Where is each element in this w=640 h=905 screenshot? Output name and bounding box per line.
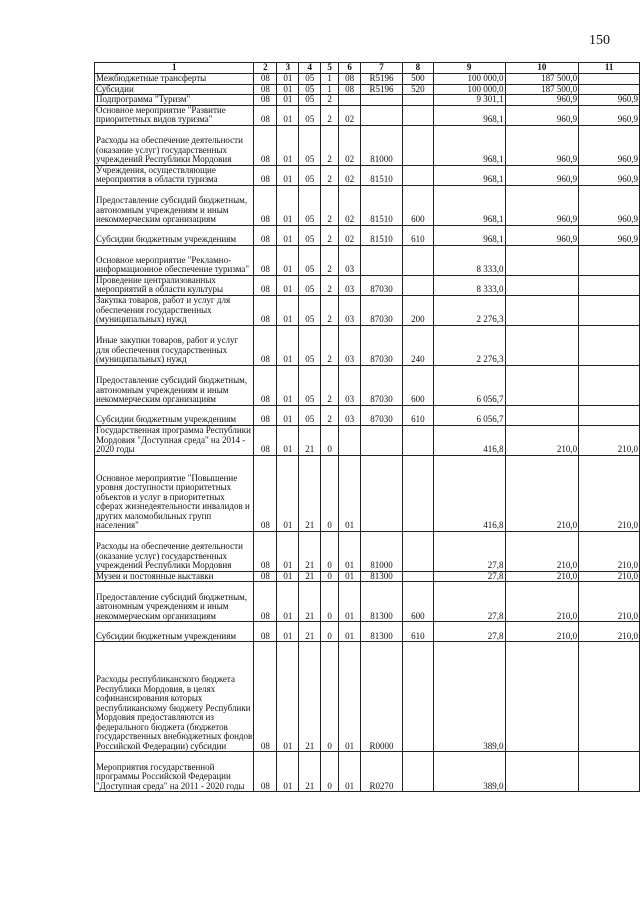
column-header: 6 xyxy=(339,63,361,74)
table-row xyxy=(95,752,640,792)
code-cell: 01 xyxy=(277,455,299,531)
code-cell: 08 xyxy=(254,245,277,275)
code-cell: 87030 xyxy=(361,365,403,405)
row-name-cell: Расходы республиканского бюджета Республики Мордовия, в целях софинансирования которых республиканскому бюджету Республики Мордовия предоставляются из федерального бюджета (бюджетов государственных внебюджетных фондов Российской Федерации) субсидии xyxy=(95,642,254,752)
row-name-cell: Государственная программа Республики Мордовия "Доступная среда" на 2014 - 2020 годы xyxy=(95,425,254,455)
column-header: 1 xyxy=(95,63,254,74)
code-cell xyxy=(402,642,433,752)
amount-cell: 389,0 xyxy=(433,642,505,752)
code-cell: 02 xyxy=(339,225,361,245)
code-cell: 0 xyxy=(321,622,339,642)
code-cell: 03 xyxy=(339,275,361,295)
code-cell: 01 xyxy=(277,105,299,125)
table-row xyxy=(95,642,640,752)
code-cell: 01 xyxy=(339,642,361,752)
amount-cell: 187 500,0 xyxy=(505,74,579,85)
table-row xyxy=(95,325,640,365)
code-cell: 08 xyxy=(254,105,277,125)
code-cell: 05 xyxy=(299,84,321,95)
amount-cell xyxy=(579,365,640,405)
code-cell xyxy=(361,105,403,125)
code-cell: 03 xyxy=(339,325,361,365)
code-cell: 01 xyxy=(277,84,299,95)
amount-cell: 960,9 xyxy=(505,125,579,165)
amount-cell: 968,1 xyxy=(433,165,505,185)
code-cell: 2 xyxy=(321,185,339,225)
code-cell xyxy=(361,425,403,455)
code-cell: 0 xyxy=(321,425,339,455)
code-cell: 08 xyxy=(254,582,277,622)
amount-cell: 960,9 xyxy=(505,225,579,245)
amount-cell xyxy=(505,365,579,405)
table-row xyxy=(95,225,640,245)
code-cell: 02 xyxy=(339,125,361,165)
code-cell: 05 xyxy=(299,325,321,365)
code-cell: 600 xyxy=(402,582,433,622)
code-cell: 08 xyxy=(254,185,277,225)
table-row xyxy=(95,571,640,582)
code-cell: 21 xyxy=(299,425,321,455)
code-cell: 01 xyxy=(277,365,299,405)
code-cell: 2 xyxy=(321,405,339,425)
row-name-cell: Иные закупки товаров, работ и услуг для обеспечения государственных (муниципальных) нужд xyxy=(95,325,254,365)
code-cell: 81510 xyxy=(361,225,403,245)
code-cell: 01 xyxy=(339,455,361,531)
code-cell: 08 xyxy=(254,405,277,425)
code-cell: 0 xyxy=(321,531,339,571)
column-header: 5 xyxy=(321,63,339,74)
code-cell xyxy=(402,245,433,275)
table-row xyxy=(95,74,640,85)
code-cell xyxy=(339,95,361,106)
amount-cell xyxy=(579,74,640,85)
code-cell: 01 xyxy=(277,165,299,185)
code-cell: 08 xyxy=(254,622,277,642)
code-cell: 81510 xyxy=(361,165,403,185)
amount-cell: 210,0 xyxy=(505,622,579,642)
code-cell: 81300 xyxy=(361,622,403,642)
code-cell: 81300 xyxy=(361,582,403,622)
amount-cell: 416,8 xyxy=(433,455,505,531)
amount-cell xyxy=(505,245,579,275)
amount-cell: 960,9 xyxy=(505,165,579,185)
code-cell: 21 xyxy=(299,455,321,531)
code-cell: 08 xyxy=(254,365,277,405)
code-cell: 600 xyxy=(402,185,433,225)
amount-cell: 960,9 xyxy=(505,185,579,225)
code-cell: 01 xyxy=(277,405,299,425)
amount-cell: 960,9 xyxy=(505,105,579,125)
code-cell: 03 xyxy=(339,245,361,275)
code-cell: 08 xyxy=(254,275,277,295)
code-cell: 81300 xyxy=(361,571,403,582)
amount-cell xyxy=(579,325,640,365)
row-name-cell: Основное мероприятие "Повышение уровня доступности приоритетных объектов и услуг в приоритетных сферах жизнедеятельности инвалидов и других маломобильных групп населения" xyxy=(95,455,254,531)
row-name-cell: Расходы на обеспечение деятельности (оказание услуг) государственных учреждений Республики Мордовия xyxy=(95,125,254,165)
amount-cell: 416,8 xyxy=(433,425,505,455)
code-cell xyxy=(402,425,433,455)
amount-cell: 6 056,7 xyxy=(433,405,505,425)
code-cell: 08 xyxy=(254,455,277,531)
column-header: 4 xyxy=(299,63,321,74)
amount-cell: 2 276,3 xyxy=(433,295,505,325)
amount-cell: 210,0 xyxy=(505,425,579,455)
code-cell xyxy=(402,531,433,571)
amount-cell xyxy=(579,84,640,95)
code-cell: 03 xyxy=(339,365,361,405)
amount-cell: 210,0 xyxy=(579,531,640,571)
amount-cell: 960,9 xyxy=(505,95,579,106)
code-cell: 01 xyxy=(277,275,299,295)
code-cell: 520 xyxy=(402,84,433,95)
table-row xyxy=(95,531,640,571)
code-cell: 2 xyxy=(321,365,339,405)
code-cell: 81000 xyxy=(361,125,403,165)
column-header: 3 xyxy=(277,63,299,74)
column-header: 9 xyxy=(433,63,505,74)
code-cell: 0 xyxy=(321,571,339,582)
code-cell: 2 xyxy=(321,95,339,106)
row-name-cell: Расходы на обеспечение деятельности (оказание услуг) государственных учреждений Республики Мордовия xyxy=(95,531,254,571)
code-cell: 87030 xyxy=(361,405,403,425)
code-cell: 08 xyxy=(254,165,277,185)
code-cell: 01 xyxy=(339,622,361,642)
code-cell: 01 xyxy=(277,622,299,642)
code-cell: 08 xyxy=(339,84,361,95)
amount-cell: 968,1 xyxy=(433,185,505,225)
code-cell: R0270 xyxy=(361,752,403,792)
code-cell: 01 xyxy=(277,295,299,325)
amount-cell: 9 301,1 xyxy=(433,95,505,106)
code-cell: 01 xyxy=(277,642,299,752)
column-header: 10 xyxy=(505,63,579,74)
amount-cell: 210,0 xyxy=(579,455,640,531)
code-cell: 610 xyxy=(402,225,433,245)
code-cell: 05 xyxy=(299,95,321,106)
amount-cell: 389,0 xyxy=(433,752,505,792)
amount-cell: 210,0 xyxy=(505,531,579,571)
code-cell: 01 xyxy=(277,325,299,365)
row-name-cell: Межбюджетные трансферты xyxy=(95,74,254,85)
table-body xyxy=(95,74,640,792)
code-cell: 2 xyxy=(321,225,339,245)
row-name-cell: Учреждения, осуществляющие мероприятия в области туризма xyxy=(95,165,254,185)
page-number: 150 xyxy=(589,33,610,48)
code-cell: 21 xyxy=(299,752,321,792)
row-name-cell: Подпрограмма "Туризм" xyxy=(95,95,254,106)
amount-cell xyxy=(579,642,640,752)
table-row xyxy=(95,295,640,325)
code-cell: 05 xyxy=(299,225,321,245)
code-cell: 0 xyxy=(321,752,339,792)
row-name-cell: Музеи и постоянные выставки xyxy=(95,571,254,582)
table-row xyxy=(95,405,640,425)
code-cell: 01 xyxy=(277,74,299,85)
row-name-cell: Предоставление субсидий бюджетным, автономным учреждениям и иным некоммерческим организациям xyxy=(95,582,254,622)
column-header: 7 xyxy=(361,63,403,74)
code-cell: 87030 xyxy=(361,325,403,365)
code-cell: 2 xyxy=(321,295,339,325)
code-cell: R5196 xyxy=(361,84,403,95)
table-row xyxy=(95,425,640,455)
code-cell: 01 xyxy=(277,185,299,225)
table-row xyxy=(95,95,640,106)
row-name-cell: Закупка товаров, работ и услуг для обеспечения государственных (муниципальных) нужд xyxy=(95,295,254,325)
row-name-cell: Основное мероприятие "Рекламно-информационное обеспечение туризма" xyxy=(95,245,254,275)
code-cell: 01 xyxy=(339,582,361,622)
amount-cell: 960,9 xyxy=(579,165,640,185)
code-cell: 08 xyxy=(254,95,277,106)
row-name-cell: Субсидии бюджетным учреждениям xyxy=(95,225,254,245)
code-cell: 01 xyxy=(277,95,299,106)
row-name-cell: Мероприятия государственной программы Российской Федерации "Доступная среда" на 2011 - 2020 годы xyxy=(95,752,254,792)
amount-cell: 187 500,0 xyxy=(505,84,579,95)
code-cell: 21 xyxy=(299,622,321,642)
code-cell: 0 xyxy=(321,642,339,752)
amount-cell xyxy=(579,295,640,325)
code-cell: 08 xyxy=(254,125,277,165)
column-header: 11 xyxy=(579,63,640,74)
amount-cell: 968,1 xyxy=(433,225,505,245)
code-cell: R5196 xyxy=(361,74,403,85)
code-cell: R0000 xyxy=(361,642,403,752)
amount-cell: 27,8 xyxy=(433,582,505,622)
code-cell xyxy=(361,455,403,531)
code-cell: 08 xyxy=(254,84,277,95)
table-header-row xyxy=(95,63,640,74)
code-cell: 2 xyxy=(321,325,339,365)
code-cell: 610 xyxy=(402,405,433,425)
table-row xyxy=(95,275,640,295)
code-cell: 05 xyxy=(299,365,321,405)
code-cell: 05 xyxy=(299,405,321,425)
code-cell: 08 xyxy=(254,225,277,245)
table-row xyxy=(95,125,640,165)
amount-cell: 210,0 xyxy=(579,571,640,582)
code-cell: 01 xyxy=(277,245,299,275)
amount-cell: 960,9 xyxy=(579,185,640,225)
code-cell: 21 xyxy=(299,642,321,752)
amount-cell: 210,0 xyxy=(505,582,579,622)
amount-cell: 968,1 xyxy=(433,105,505,125)
code-cell: 02 xyxy=(339,185,361,225)
row-name-cell: Предоставление субсидий бюджетным, автономным учреждениям и иным некоммерческим организациям xyxy=(95,185,254,225)
code-cell: 08 xyxy=(254,425,277,455)
table-row xyxy=(95,582,640,622)
code-cell: 05 xyxy=(299,245,321,275)
amount-cell: 210,0 xyxy=(505,571,579,582)
code-cell: 1 xyxy=(321,74,339,85)
code-cell: 2 xyxy=(321,105,339,125)
code-cell xyxy=(402,275,433,295)
code-cell xyxy=(339,425,361,455)
amount-cell xyxy=(579,275,640,295)
row-name-cell: Проведение централизованных мероприятий в области культуры xyxy=(95,275,254,295)
code-cell: 05 xyxy=(299,275,321,295)
code-cell: 01 xyxy=(339,531,361,571)
amount-cell: 210,0 xyxy=(579,425,640,455)
code-cell: 02 xyxy=(339,165,361,185)
code-cell: 01 xyxy=(339,752,361,792)
column-header: 2 xyxy=(254,63,277,74)
code-cell xyxy=(402,571,433,582)
code-cell: 01 xyxy=(339,571,361,582)
amount-cell xyxy=(579,405,640,425)
code-cell: 08 xyxy=(339,74,361,85)
code-cell: 500 xyxy=(402,74,433,85)
amount-cell: 100 000,0 xyxy=(433,74,505,85)
code-cell xyxy=(361,95,403,106)
code-cell: 81510 xyxy=(361,185,403,225)
code-cell: 03 xyxy=(339,405,361,425)
amount-cell: 960,9 xyxy=(579,95,640,106)
code-cell: 05 xyxy=(299,74,321,85)
code-cell: 08 xyxy=(254,295,277,325)
table-row xyxy=(95,455,640,531)
budget-table xyxy=(94,62,640,792)
code-cell: 2 xyxy=(321,245,339,275)
code-cell xyxy=(402,105,433,125)
code-cell: 05 xyxy=(299,185,321,225)
table-row xyxy=(95,622,640,642)
code-cell: 610 xyxy=(402,622,433,642)
code-cell: 01 xyxy=(277,571,299,582)
code-cell: 240 xyxy=(402,325,433,365)
table-row xyxy=(95,245,640,275)
code-cell: 1 xyxy=(321,84,339,95)
amount-cell: 27,8 xyxy=(433,622,505,642)
amount-cell: 6 056,7 xyxy=(433,365,505,405)
table-row xyxy=(95,185,640,225)
table-row xyxy=(95,105,640,125)
code-cell: 01 xyxy=(277,752,299,792)
row-name-cell: Субсидии xyxy=(95,84,254,95)
code-cell: 08 xyxy=(254,752,277,792)
code-cell: 03 xyxy=(339,295,361,325)
amount-cell: 100 000,0 xyxy=(433,84,505,95)
code-cell xyxy=(361,245,403,275)
code-cell: 21 xyxy=(299,531,321,571)
code-cell xyxy=(402,95,433,106)
table-row xyxy=(95,165,640,185)
amount-cell xyxy=(505,405,579,425)
amount-cell: 960,9 xyxy=(579,225,640,245)
code-cell xyxy=(402,455,433,531)
code-cell: 05 xyxy=(299,125,321,165)
code-cell: 05 xyxy=(299,295,321,325)
amount-cell: 960,9 xyxy=(579,125,640,165)
amount-cell: 960,9 xyxy=(579,105,640,125)
amount-cell xyxy=(505,295,579,325)
amount-cell: 27,8 xyxy=(433,571,505,582)
code-cell: 21 xyxy=(299,571,321,582)
amount-cell: 2 276,3 xyxy=(433,325,505,365)
code-cell: 600 xyxy=(402,365,433,405)
amount-cell: 8 333,0 xyxy=(433,275,505,295)
code-cell: 2 xyxy=(321,125,339,165)
code-cell: 21 xyxy=(299,582,321,622)
code-cell: 87030 xyxy=(361,295,403,325)
code-cell: 0 xyxy=(321,455,339,531)
amount-cell: 8 333,0 xyxy=(433,245,505,275)
amount-cell: 968,1 xyxy=(433,125,505,165)
code-cell: 01 xyxy=(277,125,299,165)
amount-cell xyxy=(505,642,579,752)
amount-cell xyxy=(579,752,640,792)
code-cell: 08 xyxy=(254,642,277,752)
code-cell: 01 xyxy=(277,425,299,455)
code-cell: 0 xyxy=(321,582,339,622)
code-cell: 87030 xyxy=(361,275,403,295)
amount-cell: 27,8 xyxy=(433,531,505,571)
amount-cell xyxy=(579,245,640,275)
row-name-cell: Субсидии бюджетным учреждениям xyxy=(95,405,254,425)
code-cell xyxy=(402,752,433,792)
code-cell: 200 xyxy=(402,295,433,325)
code-cell xyxy=(402,165,433,185)
table-row xyxy=(95,84,640,95)
code-cell: 2 xyxy=(321,165,339,185)
amount-cell: 210,0 xyxy=(579,582,640,622)
amount-cell xyxy=(505,752,579,792)
code-cell: 05 xyxy=(299,165,321,185)
code-cell: 08 xyxy=(254,74,277,85)
code-cell: 01 xyxy=(277,582,299,622)
code-cell xyxy=(402,125,433,165)
amount-cell: 210,0 xyxy=(579,622,640,642)
column-header: 8 xyxy=(402,63,433,74)
amount-cell xyxy=(505,325,579,365)
table-row xyxy=(95,365,640,405)
code-cell: 08 xyxy=(254,531,277,571)
row-name-cell: Субсидии бюджетным учреждениям xyxy=(95,622,254,642)
code-cell: 2 xyxy=(321,275,339,295)
row-name-cell: Предоставление субсидий бюджетным, автономным учреждениям и иным некоммерческим организациям xyxy=(95,365,254,405)
code-cell: 81000 xyxy=(361,531,403,571)
code-cell: 01 xyxy=(277,225,299,245)
amount-cell: 210,0 xyxy=(505,455,579,531)
code-cell: 08 xyxy=(254,571,277,582)
row-name-cell: Основное мероприятие "Развитие приоритетных видов туризма" xyxy=(95,105,254,125)
amount-cell xyxy=(505,275,579,295)
code-cell: 05 xyxy=(299,105,321,125)
code-cell: 02 xyxy=(339,105,361,125)
code-cell: 01 xyxy=(277,531,299,571)
code-cell: 08 xyxy=(254,325,277,365)
